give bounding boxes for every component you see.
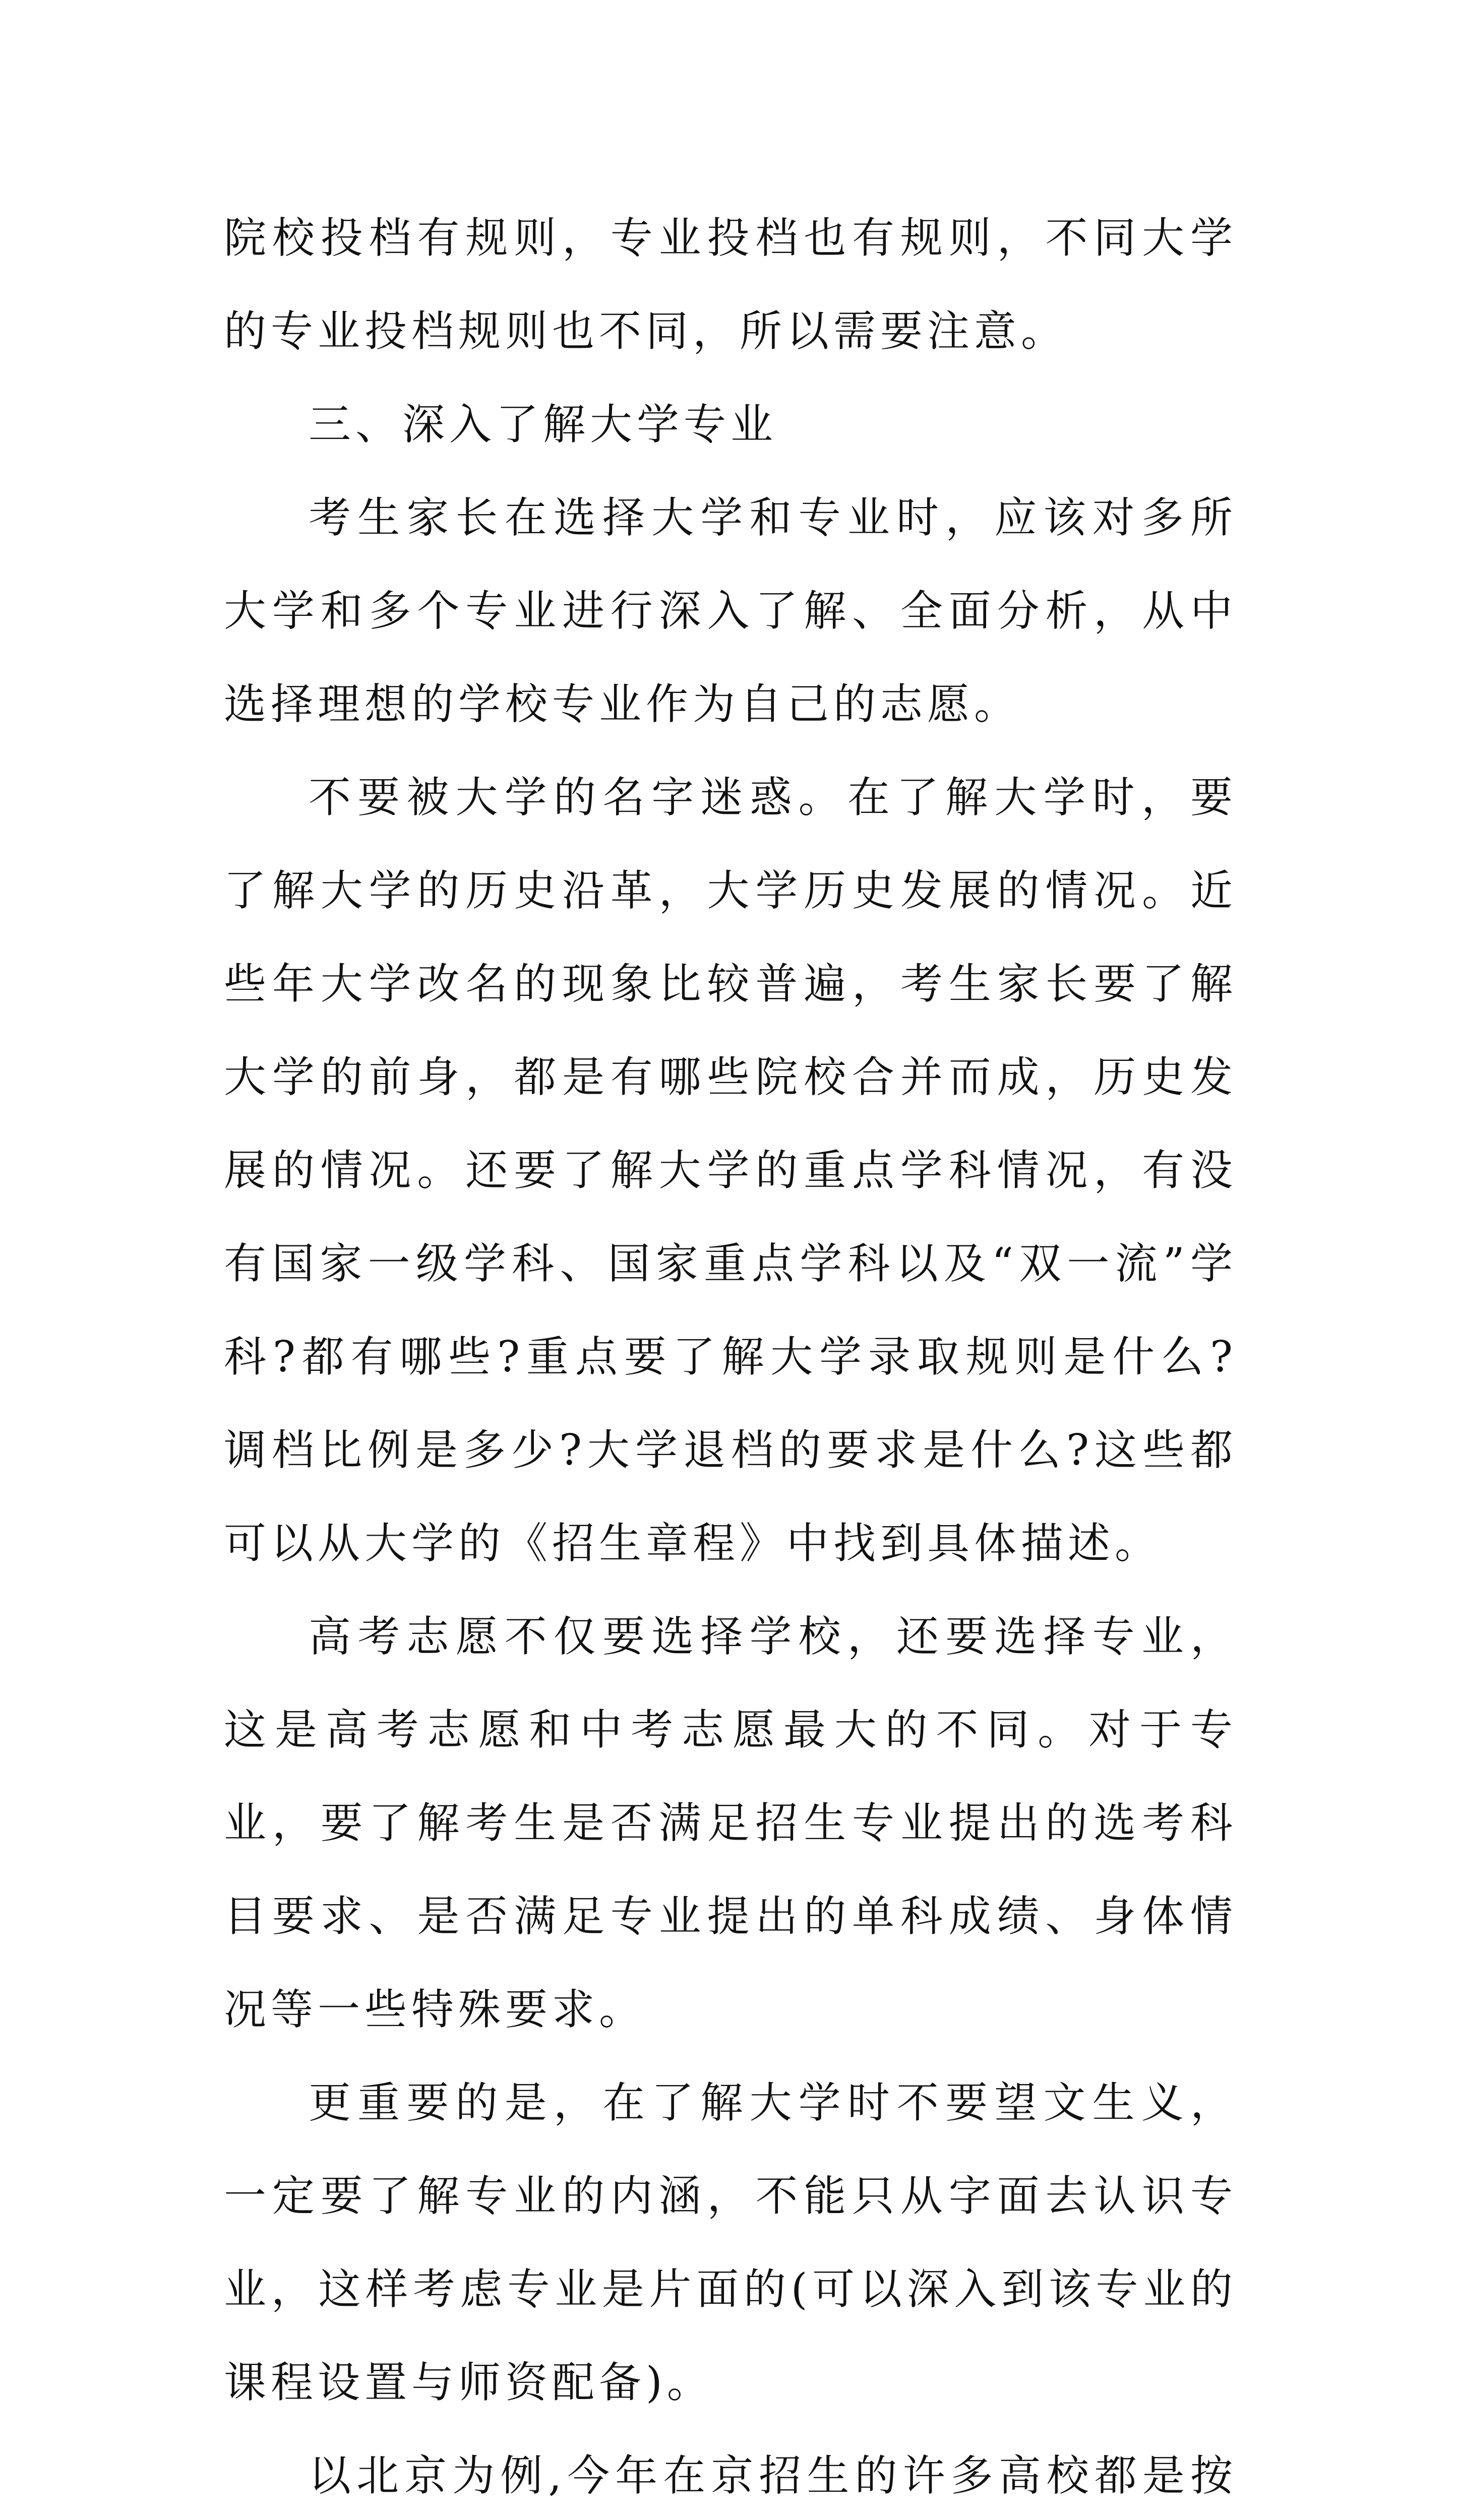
paragraph: 不要被大学的名字迷惑。在了解大学时，要了解大学的历史沿革，大学历史发展的情况。近些年大学改名的现象比较普遍，考生家长要了解大学的前身，都是有哪些院校合并而成，历史发展的情况。还要了解大学的重点学科情况，有没有国家一级学科、国家重点学科以及“双一流”学科?都有哪些?重点要了解大学录取规则是什么?调档比例是多少?大学退档的要求是什么?这些都可以从大学的《招生章程》中找到具体描述。 <box>224 773 1237 1568</box>
paragraph: 更重要的是，在了解大学时不要望文生义，一定要了解专业的内涵，不能只从字面去认识专业，这样考虑专业是片面的(可以深入到该专业的课程设置与师资配备)。 <box>224 2078 1237 2407</box>
paragraph: 高考志愿不仅要选择学校，还要选择专业，这是高考志愿和中考志愿最大的不同。对于专业，要了解考生是否满足招生专业提出的选考科目要求、是否满足专业提出的单科成绩、身体情况等一些特殊要求。 <box>224 1612 1237 2034</box>
paragraph: 考生家长在选择大学和专业时，应该对多所大学和多个专业进行深入了解、全面分析，从中选择理想的学校专业作为自己的志愿。 <box>224 493 1237 729</box>
document-body <box>224 192 1237 2520</box>
section-heading: 三、深入了解大学专业 <box>309 400 778 449</box>
lead-paragraph: 院校投档有规则，专业投档也有规则，不同大学的专业投档规则也不同，所以需要注意。 <box>224 213 1237 356</box>
paragraph: 以北京为例,今年在京招生的许多高校都是按 <box>309 2451 1238 2500</box>
